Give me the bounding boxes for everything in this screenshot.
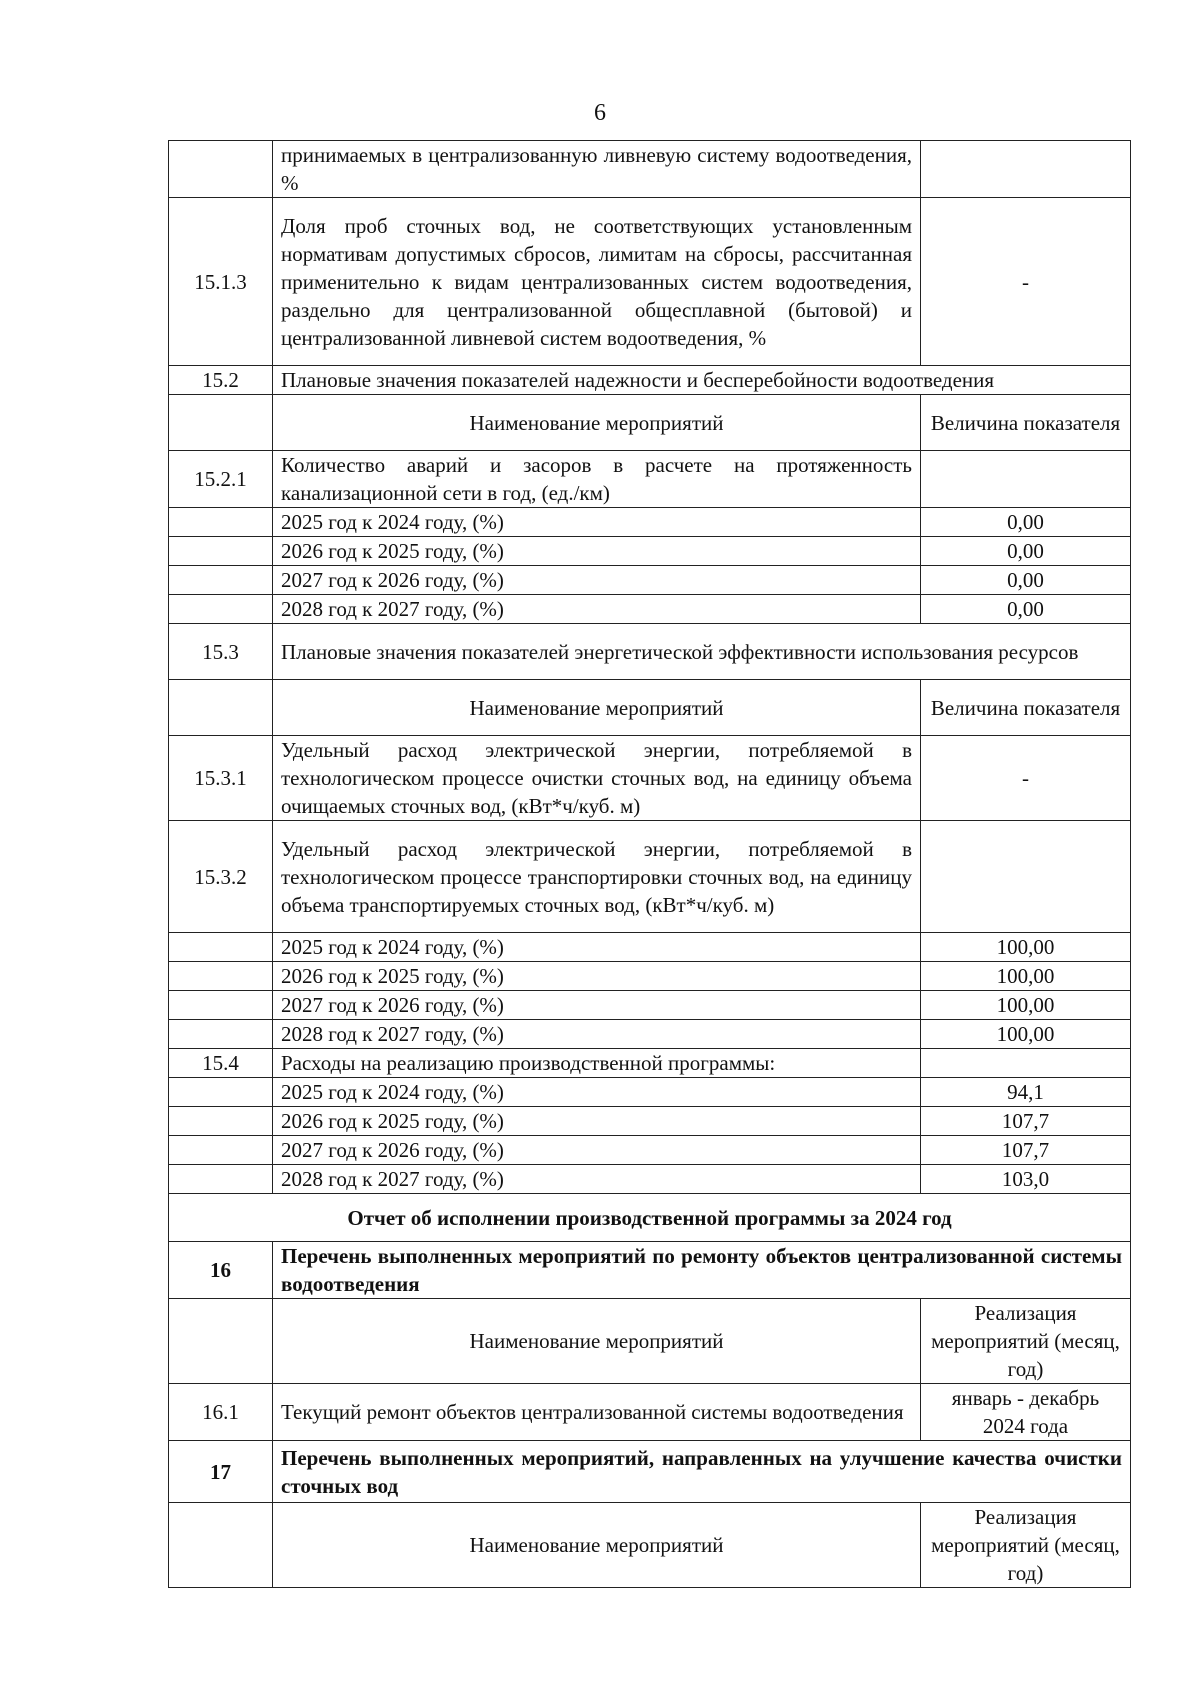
table-row	[169, 821, 1131, 933]
row-number	[169, 395, 273, 451]
header-row	[169, 1299, 1131, 1384]
header-row	[169, 395, 1131, 451]
table-row	[169, 1384, 1131, 1441]
row-value: 100,00	[921, 991, 1131, 1020]
table-row	[169, 1165, 1131, 1194]
column-header-name: Наименование мероприятий	[273, 1503, 921, 1588]
row-value	[921, 1049, 1131, 1078]
section-number: 17	[169, 1441, 273, 1503]
table-row	[169, 595, 1131, 624]
row-value	[921, 821, 1131, 933]
table-row	[169, 962, 1131, 991]
row-description: Удельный расход электрической энергии, потребляемой в технологическом процессе транспортировки сточных вод, на единицу объема транспортируемых сточных вод, (кВт*ч/куб. м)	[273, 821, 921, 933]
table-row	[169, 198, 1131, 366]
row-value: 100,00	[921, 1020, 1131, 1049]
column-header-value: Величина показателя	[921, 680, 1131, 736]
section-number: 15.2	[169, 366, 273, 395]
column-header-value: Реализация мероприятий (месяц, год)	[921, 1299, 1131, 1384]
row-number: 15.3.1	[169, 736, 273, 821]
row-value: 0,00	[921, 595, 1131, 624]
table-row	[169, 1049, 1131, 1078]
row-number	[169, 1299, 273, 1384]
row-description: 2028 год к 2027 году, (%)	[273, 595, 921, 624]
row-number	[169, 680, 273, 736]
column-header-value: Реализация мероприятий (месяц, год)	[921, 1503, 1131, 1588]
section-title: Плановые значения показателей энергетической эффективности использования ресурсов	[273, 624, 1131, 680]
section-title: Перечень выполненных мероприятий по ремонту объектов централизованной системы водоотведения	[273, 1242, 1131, 1299]
section-number: 16	[169, 1242, 273, 1299]
row-number	[169, 1107, 273, 1136]
row-description: Количество аварий и засоров в расчете на протяженность канализационной сети в год, (ед./км)	[273, 451, 921, 508]
column-header-value: Величина показателя	[921, 395, 1131, 451]
row-number	[169, 962, 273, 991]
report-title: Отчет об исполнении производственной программы за 2024 год	[169, 1194, 1131, 1242]
row-number	[169, 933, 273, 962]
row-number: 15.1.3	[169, 198, 273, 366]
indicators-table	[168, 140, 1131, 1588]
table-row	[169, 1078, 1131, 1107]
row-value: 107,7	[921, 1107, 1131, 1136]
table-row	[169, 537, 1131, 566]
table-row	[169, 366, 1131, 395]
table-row	[169, 508, 1131, 537]
section-title: Плановые значения показателей надежности и бесперебойности водоотведения	[273, 366, 1131, 395]
row-description: 2028 год к 2027 году, (%)	[273, 1020, 921, 1049]
table-row	[169, 566, 1131, 595]
column-header-name: Наименование мероприятий	[273, 395, 921, 451]
row-number: 15.4	[169, 1049, 273, 1078]
row-value	[921, 451, 1131, 508]
column-header-name: Наименование мероприятий	[273, 680, 921, 736]
table-row	[169, 451, 1131, 508]
section-title: Перечень выполненных мероприятий, направленных на улучшение качества очистки сточных вод	[273, 1441, 1131, 1503]
row-value: 107,7	[921, 1136, 1131, 1165]
table-row	[169, 624, 1131, 680]
row-description: Текущий ремонт объектов централизованной системы водоотведения	[273, 1384, 921, 1441]
row-value: 103,0	[921, 1165, 1131, 1194]
table-row	[169, 991, 1131, 1020]
row-description: Расходы на реализацию производственной программы:	[273, 1049, 921, 1078]
row-value: 100,00	[921, 962, 1131, 991]
table-row	[169, 1107, 1131, 1136]
row-description: 2026 год к 2025 году, (%)	[273, 962, 921, 991]
row-number	[169, 1165, 273, 1194]
row-value: 100,00	[921, 933, 1131, 962]
row-value: 94,1	[921, 1078, 1131, 1107]
row-description: 2026 год к 2025 году, (%)	[273, 537, 921, 566]
row-number	[169, 566, 273, 595]
row-value: январь - декабрь 2024 года	[921, 1384, 1131, 1441]
table-row	[169, 1020, 1131, 1049]
row-description: Удельный расход электрической энергии, потребляемой в технологическом процессе очистки сточных вод, на единицу объема очищаемых сточных вод, (кВт*ч/куб. м)	[273, 736, 921, 821]
row-number: 15.3.2	[169, 821, 273, 933]
row-description: принимаемых в централизованную ливневую систему водоотведения, %	[273, 141, 921, 198]
header-row	[169, 1503, 1131, 1588]
row-value	[921, 141, 1131, 198]
row-description: 2025 год к 2024 году, (%)	[273, 1078, 921, 1107]
row-number	[169, 1136, 273, 1165]
row-number	[169, 1078, 273, 1107]
row-description: 2026 год к 2025 году, (%)	[273, 1107, 921, 1136]
row-description: Доля проб сточных вод, не соответствующих установленным нормативам допустимых сбросов, лимитам на сбросы, рассчитанная применительно к видам централизованных систем водоотведения, раздельно для централизованной общесплавной (бытовой) и централизованной ливневой систем водоотведения, %	[273, 198, 921, 366]
row-description: 2028 год к 2027 году, (%)	[273, 1165, 921, 1194]
row-value: 0,00	[921, 566, 1131, 595]
row-description: 2027 год к 2026 году, (%)	[273, 991, 921, 1020]
table-row	[169, 736, 1131, 821]
table-row	[169, 1242, 1131, 1299]
row-number	[169, 1503, 273, 1588]
table-row	[169, 1441, 1131, 1503]
row-number	[169, 595, 273, 624]
row-description: 2025 год к 2024 году, (%)	[273, 933, 921, 962]
column-header-name: Наименование мероприятий	[273, 1299, 921, 1384]
page-number: 6	[594, 100, 606, 126]
section-number: 15.3	[169, 624, 273, 680]
table-row	[169, 933, 1131, 962]
row-description: 2027 год к 2026 году, (%)	[273, 1136, 921, 1165]
row-number	[169, 537, 273, 566]
row-value: -	[921, 198, 1131, 366]
row-number	[169, 141, 273, 198]
row-value: 0,00	[921, 537, 1131, 566]
table-row	[169, 141, 1131, 198]
row-value: 0,00	[921, 508, 1131, 537]
row-number	[169, 1020, 273, 1049]
row-description: 2025 год к 2024 году, (%)	[273, 508, 921, 537]
row-number: 15.2.1	[169, 451, 273, 508]
row-description: 2027 год к 2026 году, (%)	[273, 566, 921, 595]
row-number	[169, 508, 273, 537]
row-value: -	[921, 736, 1131, 821]
table-row	[169, 1136, 1131, 1165]
row-number: 16.1	[169, 1384, 273, 1441]
row-number	[169, 991, 273, 1020]
header-row	[169, 680, 1131, 736]
report-title-row	[169, 1194, 1131, 1242]
